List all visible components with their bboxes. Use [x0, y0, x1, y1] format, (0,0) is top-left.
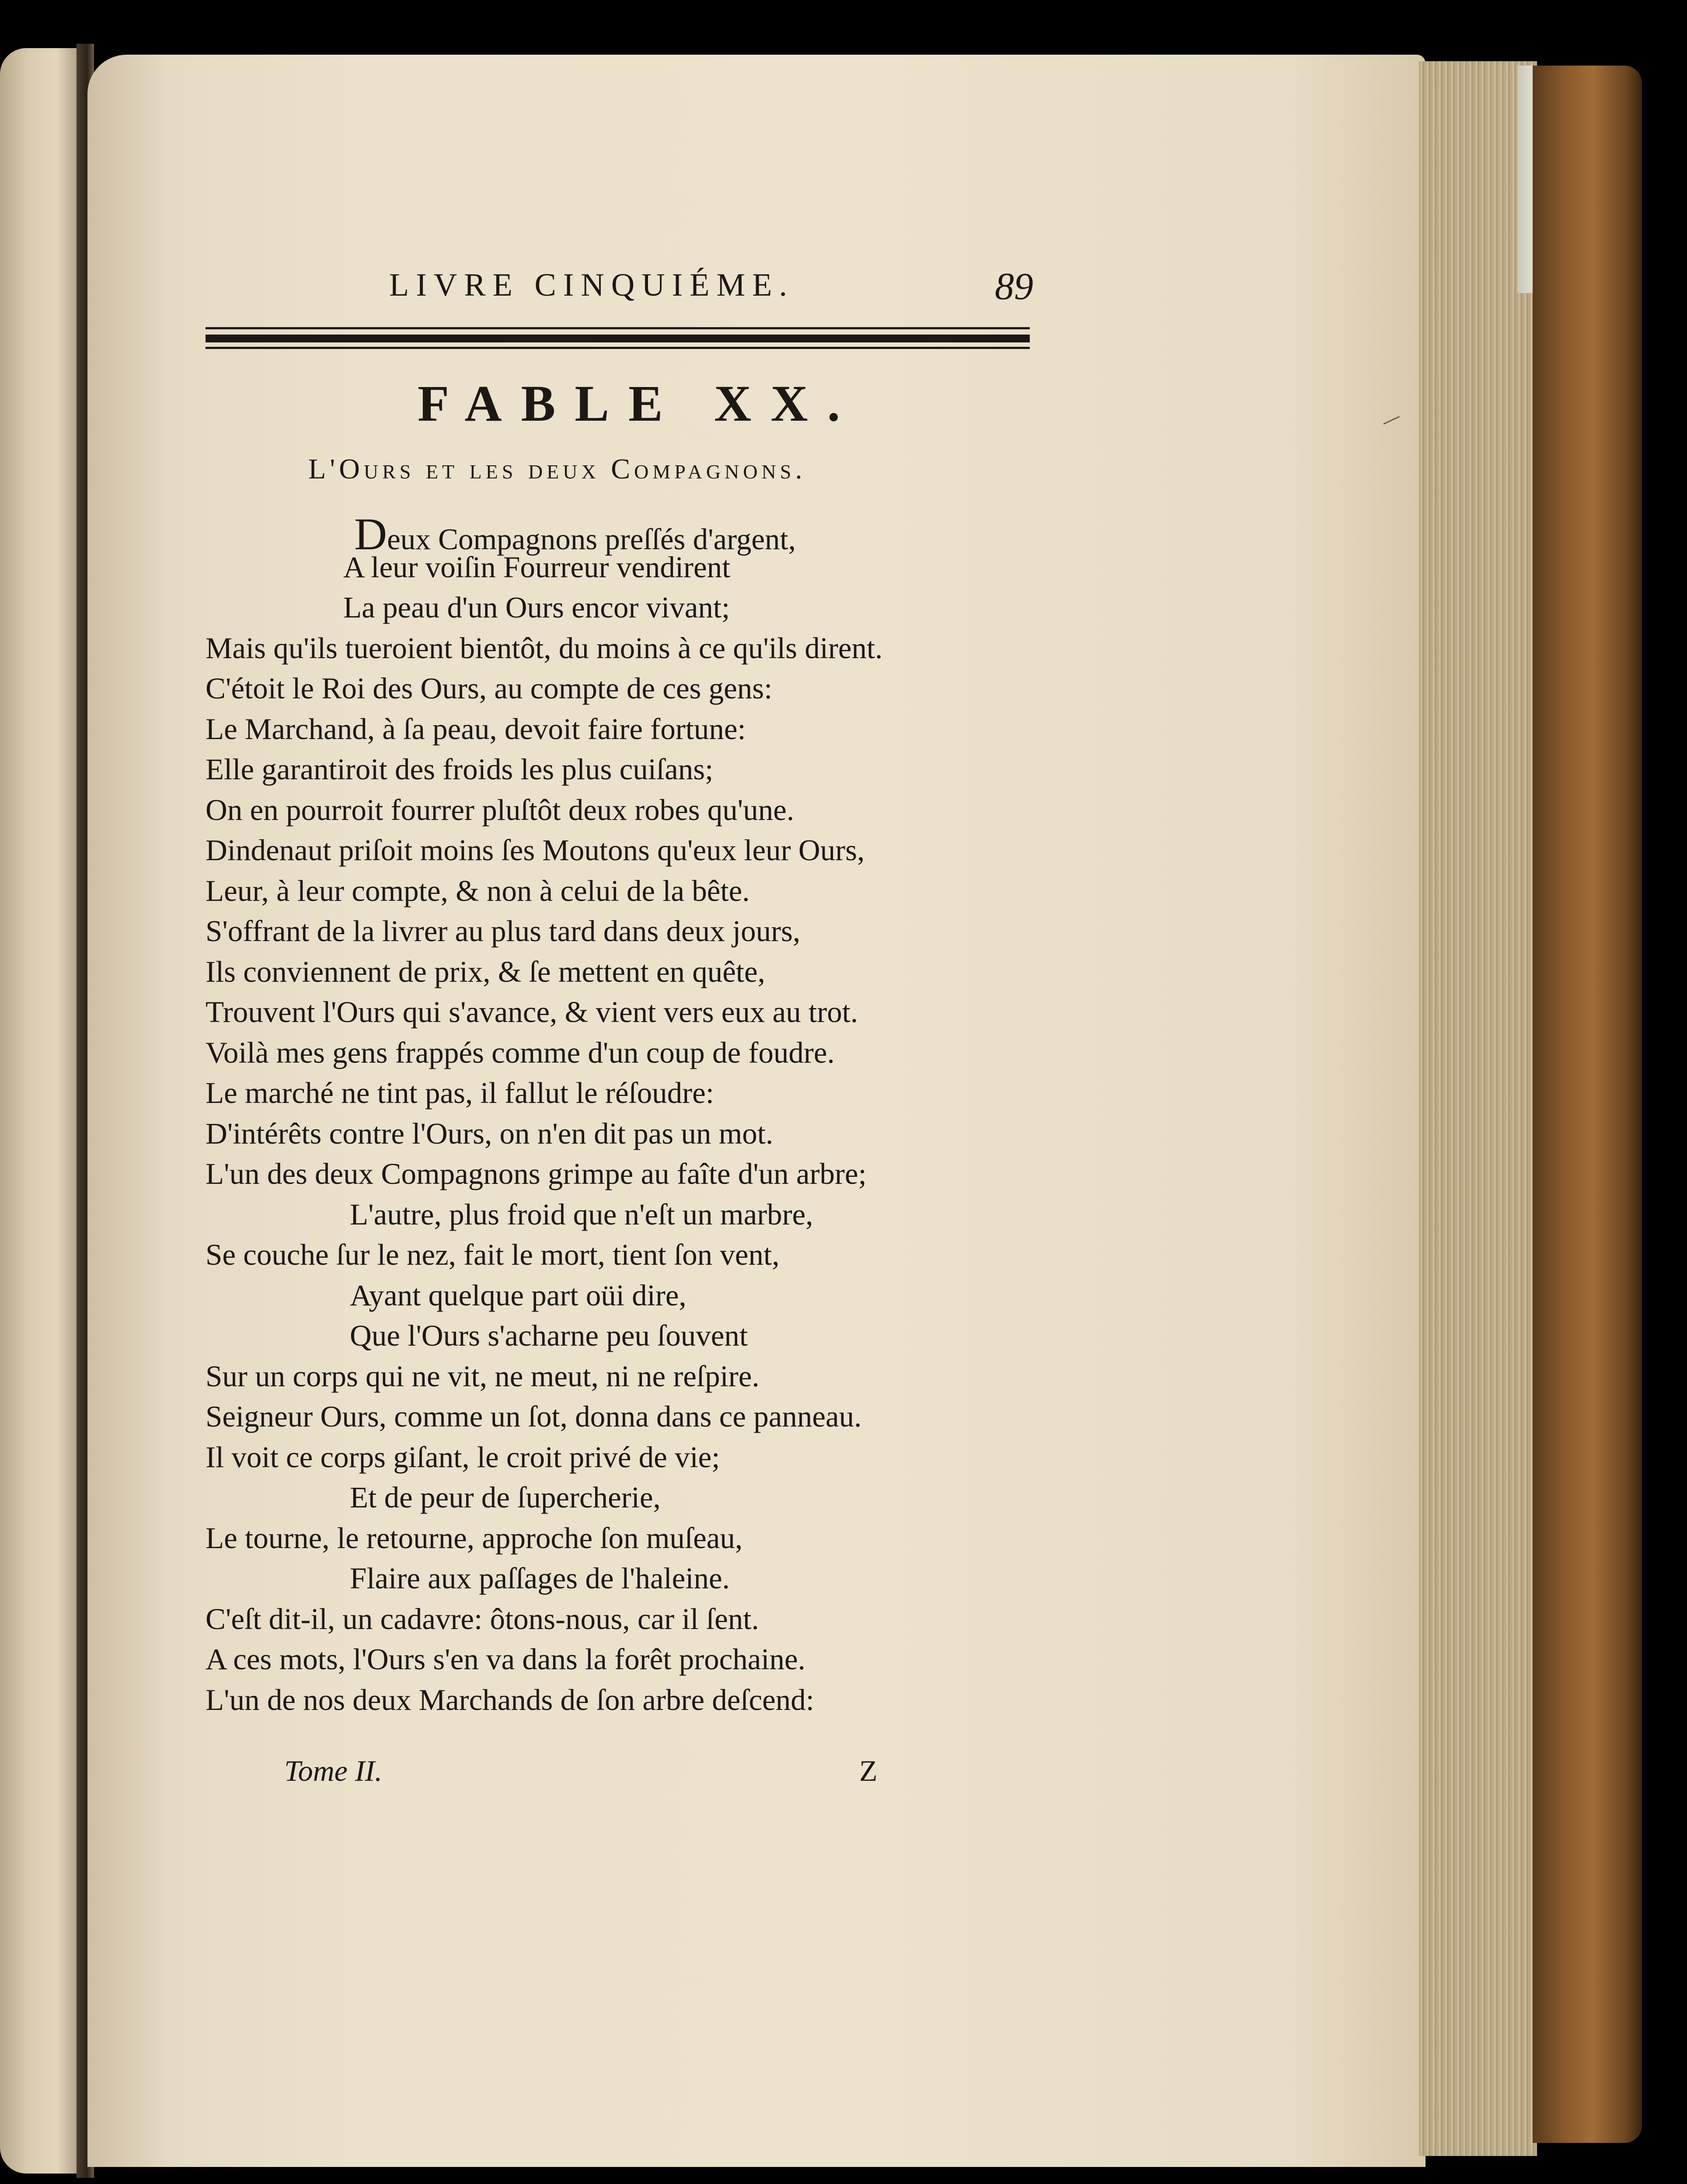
verse-text: Voilà mes gens frappés comme d'un coup de foudre. — [206, 1036, 835, 1069]
header-rule-bottom — [206, 347, 1030, 349]
verse-text: Ayant quelque part oüi dire, — [350, 1278, 687, 1312]
verse-line — [206, 997, 858, 1027]
verse-text: Sur un corps qui ne vit, ne meut, ni ne reſpire. — [206, 1359, 760, 1393]
verse-text: Et de peur de ſupercherie, — [350, 1481, 661, 1514]
verse-line — [206, 916, 800, 946]
verse-text: C'eſt dit-il, un cadavre: ôtons-nous, car il ſent. — [206, 1602, 759, 1636]
verse-line — [206, 876, 749, 906]
verse-line — [350, 1197, 813, 1231]
verse-text: eux Compagnons preſſés d'argent, — [387, 523, 796, 556]
verse-line — [206, 714, 746, 744]
verse-text: La peau d'un Ours encor vivant; — [343, 591, 730, 624]
book-page — [87, 55, 1426, 2167]
leather-cover — [1533, 66, 1642, 2143]
verse-text: Le tourne, le retourne, approche ſon muſeau, — [206, 1521, 743, 1555]
verse-line — [206, 957, 765, 987]
verse-text: L'autre, plus froid que n'eſt un marbre, — [350, 1197, 813, 1231]
verse-text: S'offrant de la livrer au plus tard dans deux jours, — [206, 914, 801, 948]
verse-text: L'un des deux Compagnons grimpe au faîte d'un arbre; — [206, 1157, 867, 1190]
verse-text: C'étoit le Roi des Ours, au compte de ces gens: — [206, 672, 773, 705]
verse-line — [206, 1116, 774, 1150]
verse-text: Mais qu'ils tueroient bientôt, du moins à ce qu'ils dirent. — [206, 631, 883, 665]
verse-line — [206, 1038, 835, 1068]
verse-line — [206, 1604, 759, 1634]
volume-label: Tome II. — [284, 1754, 383, 1787]
verse-text: A ces mots, l'Ours s'en va dans la forêt prochaine. — [206, 1643, 805, 1676]
verse-line — [350, 1483, 661, 1513]
verse-line — [343, 552, 730, 583]
page-number: 89 — [995, 265, 1033, 308]
fable-subtitle: L'Ours et les deux Compagnons. — [308, 453, 806, 485]
verse-text: L'un de nos deux Marchands de ſon arbre deſcend: — [206, 1683, 814, 1716]
verse-text: On en pourroit fourrer pluſtôt deux robes qu'une. — [206, 793, 795, 827]
verse-line — [343, 593, 730, 623]
verse-line — [206, 633, 882, 663]
verse-line — [350, 1563, 730, 1594]
verse-line — [350, 1321, 748, 1351]
verse-text: Trouvent l'Ours qui s'avance, & vient vers eux au trot. — [206, 995, 858, 1029]
verse-line — [206, 1240, 779, 1270]
verse-line — [206, 795, 794, 825]
verse-text: Flaire aux paſſages de l'haleine. — [350, 1562, 730, 1595]
verse-line — [206, 1644, 805, 1675]
verse-line — [206, 1159, 867, 1189]
verse-line — [206, 1361, 760, 1392]
verse-line — [206, 1078, 714, 1108]
verse-line — [206, 835, 864, 865]
verse-text: A leur voiſin Fourreur vendirent — [343, 550, 731, 584]
verse-text: Que l'Ours s'acharne peu ſouvent — [350, 1319, 748, 1352]
fable-title: FABLE XX. — [418, 375, 860, 432]
page-fore-edge — [1419, 61, 1537, 2156]
verse-text: Leur, à leur compte, & non à celui de la bête. — [206, 874, 750, 907]
verse-text: Ils conviennent de prix, & ſe mettent en quête, — [206, 955, 765, 988]
header-rule-thick — [206, 335, 1030, 342]
verse-line — [206, 1442, 720, 1472]
left-facing-page — [0, 48, 81, 2174]
verse-line — [350, 1280, 687, 1311]
running-head: LIVRE CINQUIÉME. — [389, 267, 795, 303]
verse-text: Elle garantiroit des froids les plus cuiſans; — [206, 753, 714, 786]
header-rule-top — [206, 327, 1030, 329]
verse-text: Le marché ne tint pas, il fallut le réſoudre: — [206, 1076, 714, 1109]
verse-text: Il voit ce corps giſant, le croit privé de vie; — [206, 1440, 720, 1474]
verse-line — [206, 1523, 742, 1553]
verse-line — [206, 1402, 861, 1432]
drop-cap: D — [354, 509, 387, 559]
verse-text: Le Marchand, à ſa peau, devoit faire fortune: — [206, 712, 746, 746]
verse-line — [206, 1685, 814, 1715]
verse-text: D'intérêts contre l'Ours, on n'en dit pas un mot. — [206, 1116, 774, 1150]
signature-mark: Z — [859, 1754, 878, 1787]
verse-line — [206, 754, 713, 785]
verse-text: Se couche ſur le nez, fait le mort, tient ſon vent, — [206, 1238, 780, 1271]
verse-text: Seigneur Ours, comme un ſot, donna dans ce panneau. — [206, 1400, 862, 1433]
verse-line — [206, 673, 772, 704]
verse-text: Dindenaut priſoit moins ſes Moutons qu'eux leur Ours, — [206, 834, 865, 867]
